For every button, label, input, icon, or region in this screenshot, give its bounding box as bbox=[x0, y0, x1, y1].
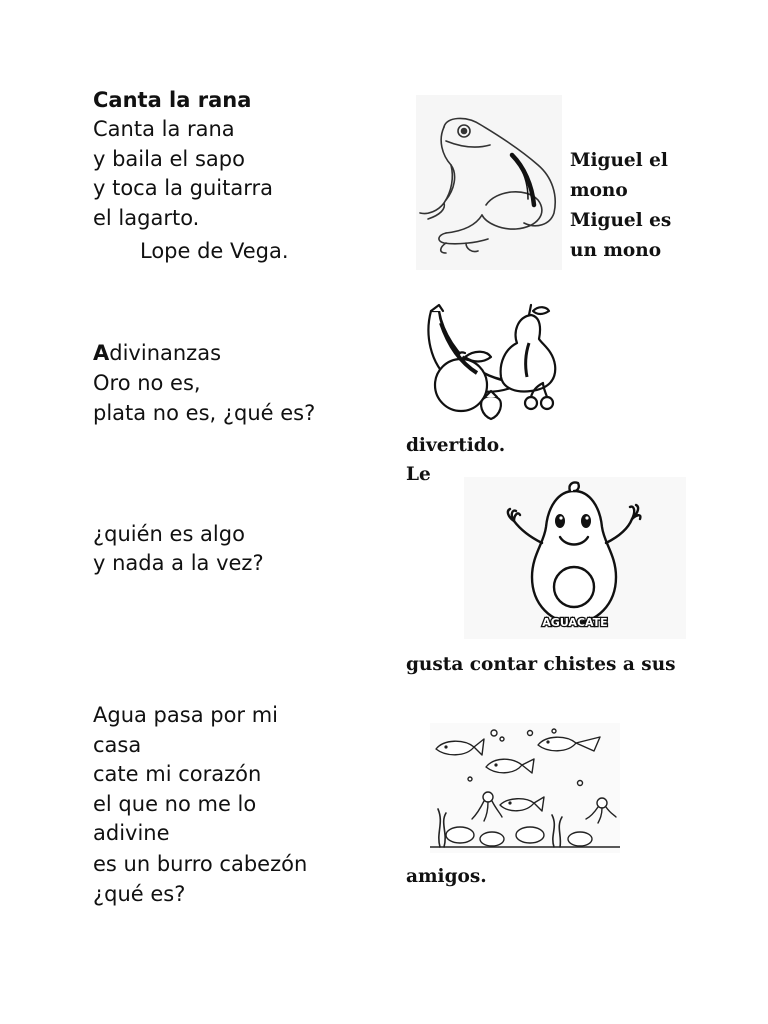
riddle-line: casa bbox=[93, 733, 142, 757]
riddle-line: adivine bbox=[93, 821, 170, 845]
riddle-line: cate mi corazón bbox=[93, 762, 262, 786]
riddles-heading-initial: A bbox=[93, 341, 110, 365]
riddle-line: Oro no es, bbox=[93, 371, 201, 395]
avocado-illustration bbox=[464, 477, 686, 639]
story-line: Le bbox=[406, 464, 431, 485]
poem-line: y baila el sapo bbox=[93, 147, 245, 171]
poem-title: Canta la rana bbox=[93, 88, 252, 112]
riddle-line: plata no es, ¿qué es? bbox=[93, 401, 316, 425]
poem-line: y toca la guitarra bbox=[93, 176, 273, 200]
riddles-heading bbox=[93, 339, 221, 369]
story-line: Miguel el bbox=[570, 150, 668, 171]
story-line: mono bbox=[570, 180, 628, 201]
story-line: Miguel es bbox=[570, 210, 672, 231]
poem-line: Canta la rana bbox=[93, 117, 235, 141]
story-line: gusta contar chistes a sus bbox=[406, 654, 676, 675]
story-line: divertido. bbox=[406, 435, 506, 456]
riddle-line: y nada a la vez? bbox=[93, 551, 264, 575]
frog-icon bbox=[416, 95, 562, 270]
story-line: un mono bbox=[570, 240, 662, 261]
poem-line: el lagarto. bbox=[93, 206, 200, 230]
riddle-line: ¿qué es? bbox=[93, 882, 186, 906]
avocado-icon bbox=[464, 477, 686, 639]
frog-illustration bbox=[416, 95, 562, 270]
riddle-line: Agua pasa por mi bbox=[93, 703, 279, 727]
fruits-icon bbox=[421, 303, 566, 423]
riddle-line: es un burro cabezón bbox=[93, 852, 308, 876]
fish-icon bbox=[430, 723, 620, 853]
riddles-heading-rest: divinanzas bbox=[109, 341, 222, 365]
fish-illustration bbox=[430, 723, 620, 853]
riddle-line: ¿quién es algo bbox=[93, 522, 245, 546]
poem-author: Lope de Vega. bbox=[140, 239, 289, 263]
riddle-line: el que no me lo bbox=[93, 792, 257, 816]
avocado-label: AGUACATE bbox=[542, 616, 608, 629]
story-line: amigos. bbox=[406, 866, 487, 887]
fruits-illustration bbox=[421, 303, 566, 423]
